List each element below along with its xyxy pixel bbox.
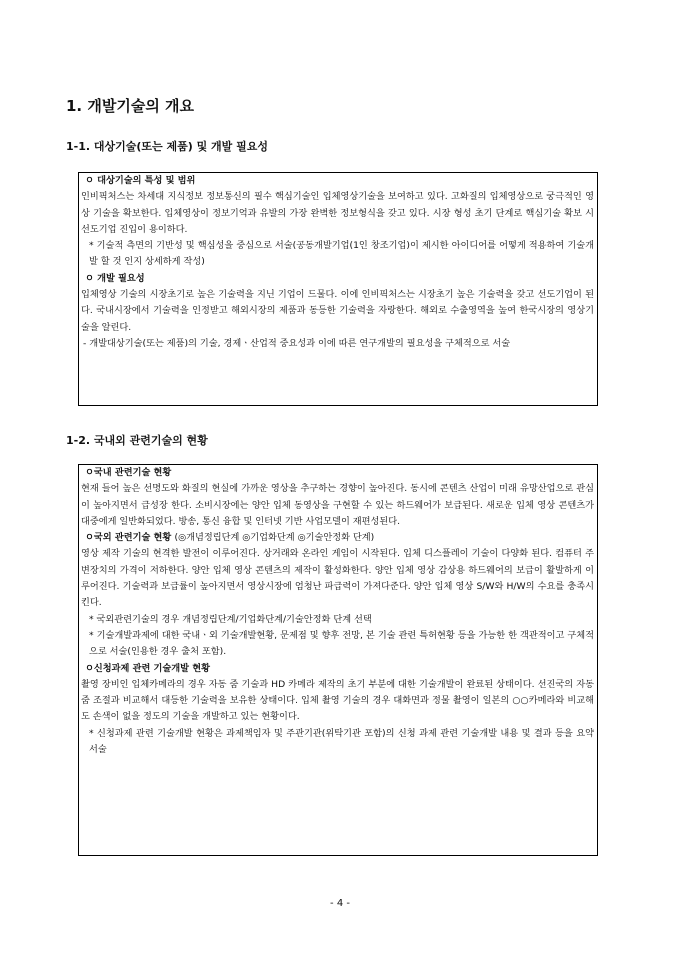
applied-tech-body: 촬영 장비인 입체카메라의 경우 자동 줌 기술과 HD 카메라 제작의 초기 부분에 대한 기술개발이 완료된 상태이다. 선진국의 자동 줌 조절과 비교해서 대등한 기술력을 보유한 상태이다. 입체 촬영 기술의 경우 대화면과 정물 촬영이 일본의 ○○카메라와 비교해도 손색이 없을 정도의 기술을 개발하고 있는 현황이다. [81, 678, 594, 723]
page-title: 1. 개발기술의 개요 [66, 97, 195, 115]
foreign-tech-body: 영상 제작 기술의 현격한 발전이 이루어진다. 상거래와 온라인 게임이 시작된다. 입체 디스플레이 기술이 다양화 된다. 컴퓨터 주변장치의 가격이 저하한다. 양안 입체 영상 콘텐츠의 제작이 활성화한다. 양안 입체 영상 감상용 하드웨어의 보급이 활발하게 이루어진다. 기술력과 보급률이 높아지면서 영상시장에 엄청난 파급력이 가져다준다. 양안 입체 영상 S/W와 H/W의 수요를 충족시킨다. [81, 548, 594, 609]
section-1-heading: 1-1. 대상기술(또는 제품) 및 개발 필요성 [66, 140, 269, 153]
section-2-heading: 1-2. 국내외 관련기술의 현황 [66, 434, 208, 447]
feature-scope-title: ㅇ 대상기술의 특성 및 범위 [85, 175, 196, 186]
foreign-tech-note-1: * 국외관련기술의 경우 개념정립단계/기업화단계/기술안정화 단계 선택 [89, 613, 372, 625]
applied-tech-title: ㅇ신청과제 관련 기술개발 현황 [85, 662, 210, 674]
domestic-tech-title: ㅇ국내 관련기술 현황 [85, 467, 172, 478]
domestic-tech-body: 현재 들어 높은 선명도와 화질의 현실에 가까운 영상을 추구하는 경향이 높아진다. 동시에 콘텐츠 산업이 미래 유망산업으로 관심이 높아지면서 급성장 한다. 소비시장에는 양안 입체 동영상을 구현할 수 있는 하드웨어가 보급된다. 새로운 입체 영상 콘텐츠가 대중에게 일반화되었다. 방송, 통신 융합 및 인터넷 기반 사업모델이 재편성된다. [81, 483, 594, 527]
page-number: - 4 - [330, 898, 350, 909]
development-need-title: ㅇ 개발 필요성 [85, 272, 145, 284]
development-need-note: - 개발대상기술(또는 제품)의 기술, 경제ㆍ산업적 중요성과 이에 따른 연구개발의 필요성을 구체적으로 서술 [83, 337, 511, 349]
feature-scope-body: 인비픽처스는 차세대 지식정보 정보통신의 필수 핵심기술인 입체영상기술을 보여하고 있다. 고화질의 입체영상으로 궁극적인 영상 기술을 확보한다. 입체영상이 정보기억과 유발의 가장 완벽한 정보형식을 갖고 있다. 시장 형성 초기 단계로 핵심기술 확보 시 선도기업 진입이 용이하다. [81, 191, 594, 235]
foreign-tech-stage-options: (◎개념정립단계 ◎기업화단계 ◎기술안정화 단계) [174, 532, 375, 544]
foreign-tech-note-2: * 기술개발과제에 대한 국내ㆍ외 기술개발현황, 문제점 및 향후 전망, 본 기술 관련 특허현황 등을 가능한 한 객관적이고 구체적으로 서술(인용한 경우 출처 포함). [89, 629, 594, 658]
development-need-body: 입체영상 기술의 시장초기로 높은 기술력을 지닌 기업이 드물다. 이에 인비픽처스는 시장초기 높은 기술력을 갖고 선도기업이 된다. 국내시장에서 기술력을 인정받고 해외시장의 제품과 동등한 기술력을 자랑한다. 해외로 수출영역을 높여 한국시장의 영상기술을 알린다. [81, 289, 594, 333]
foreign-tech-title-row [81, 530, 594, 546]
section-1-box [78, 172, 598, 406]
applied-tech-note: * 신청과제 관련 기술개발 현황은 과제책임자 및 주관기관(위탁기관 포함)의 신청 과제 관련 기술개발 내용 및 결과 등을 요약서술 [89, 727, 594, 756]
feature-scope-note: * 기술적 측면의 기반성 및 핵심성을 중심으로 서술(공동개발기업(1인 창조기업)이 제시한 아이디어를 어떻게 적용하여 기술개발 할 것 인지 상세하게 작성) [89, 240, 594, 268]
foreign-tech-title: ㅇ국외 관련기술 현황 [85, 532, 172, 544]
section-2-box [78, 464, 598, 856]
